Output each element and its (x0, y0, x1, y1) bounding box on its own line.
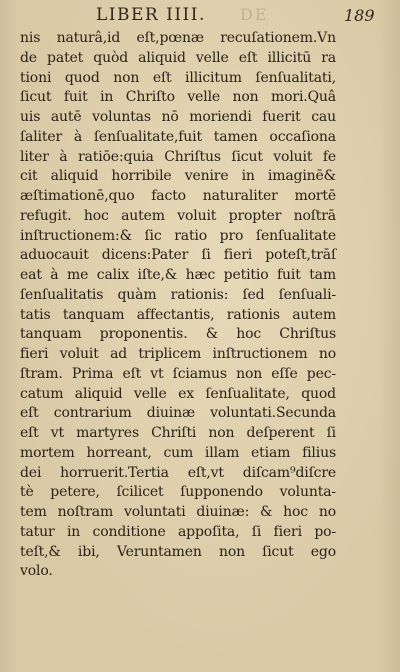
text-line: eat à me calix iſte,& hæc petitio fuit tam (20, 267, 336, 283)
text-line: aduocauit dicens:Pater ſi fieri poteſt,trāſ (20, 247, 336, 264)
text-line: ſenſualitatis quàm rationis: ſed ſenſuali- (20, 286, 336, 303)
text-line: eſt vt martyres Chriſti non deſperent ſi (20, 425, 336, 441)
text-line: eſt contrarium diuinæ voluntati.Secunda (20, 405, 336, 422)
text-line: dei horruerit.Tertia eſt,vt diſcam⁹diſcre (20, 464, 336, 481)
text-line: inſtructionem:& ſic ratio pro ſenſualitate (20, 227, 336, 244)
text-line: nis naturâ,id eſt,pœnæ recuſationem.Vn (20, 30, 336, 46)
text-line: cit aliquid horribile venire in imaginē& (20, 168, 336, 185)
text-line: liter à ratiōe:quia Chriſtus ſicut voluit fe (20, 148, 336, 165)
text-line: æſtimationē,quo facto naturaliter mortē (20, 188, 336, 204)
text-line: catum aliquid velle ex ſenſualitate, quod (20, 385, 336, 402)
text-line: tioni quod non eſt illicitum ſenſualitati, (20, 69, 336, 86)
text-line: tatur in conditione appoſita, ſi fieri po- (20, 523, 336, 540)
text-line: tanquam proponentis. & hoc Chriſtus (20, 326, 336, 343)
bleed-through-text: DE (240, 5, 269, 24)
running-head: LIBER IIII. (96, 5, 206, 25)
text-line: tem noſtram voluntati diuinæ: & hoc no (20, 504, 336, 520)
body-text (20, 29, 336, 582)
page-number: 189 (344, 6, 375, 25)
text-line: mortem horreant, cum illam etiam filius (20, 444, 336, 461)
text-line: fieri voluit ad triplicem inſtructionem no (20, 346, 336, 362)
text-line: tatis tanquam affectantis, rationis autem (20, 306, 336, 323)
text-line: de patet quòd aliquid velle eſt illicitū ra (20, 49, 336, 66)
text-line: tè petere, ſcilicet ſupponendo volunta- (20, 484, 336, 501)
text-line: ſicut fuit in Chriſto velle non mori.Quâ (20, 89, 336, 106)
text-line: volo. (20, 563, 53, 580)
text-line: ſaliter à ſenſualitate,fuit tamen occaſiona (20, 128, 336, 145)
text-line: ſtram. Prima eſt vt ſciamus non eſſe pec- (20, 365, 336, 382)
text-line: refugit. hoc autem voluit propter noſtrā (20, 207, 336, 224)
text-line: uis autē voluntas nō moriendi fuerit cau (20, 109, 336, 125)
text-line: teſt,& ibi, Veruntamen non ſicut ego (20, 543, 336, 560)
page-edge-shadow (378, 0, 400, 672)
page-header (0, 5, 400, 29)
